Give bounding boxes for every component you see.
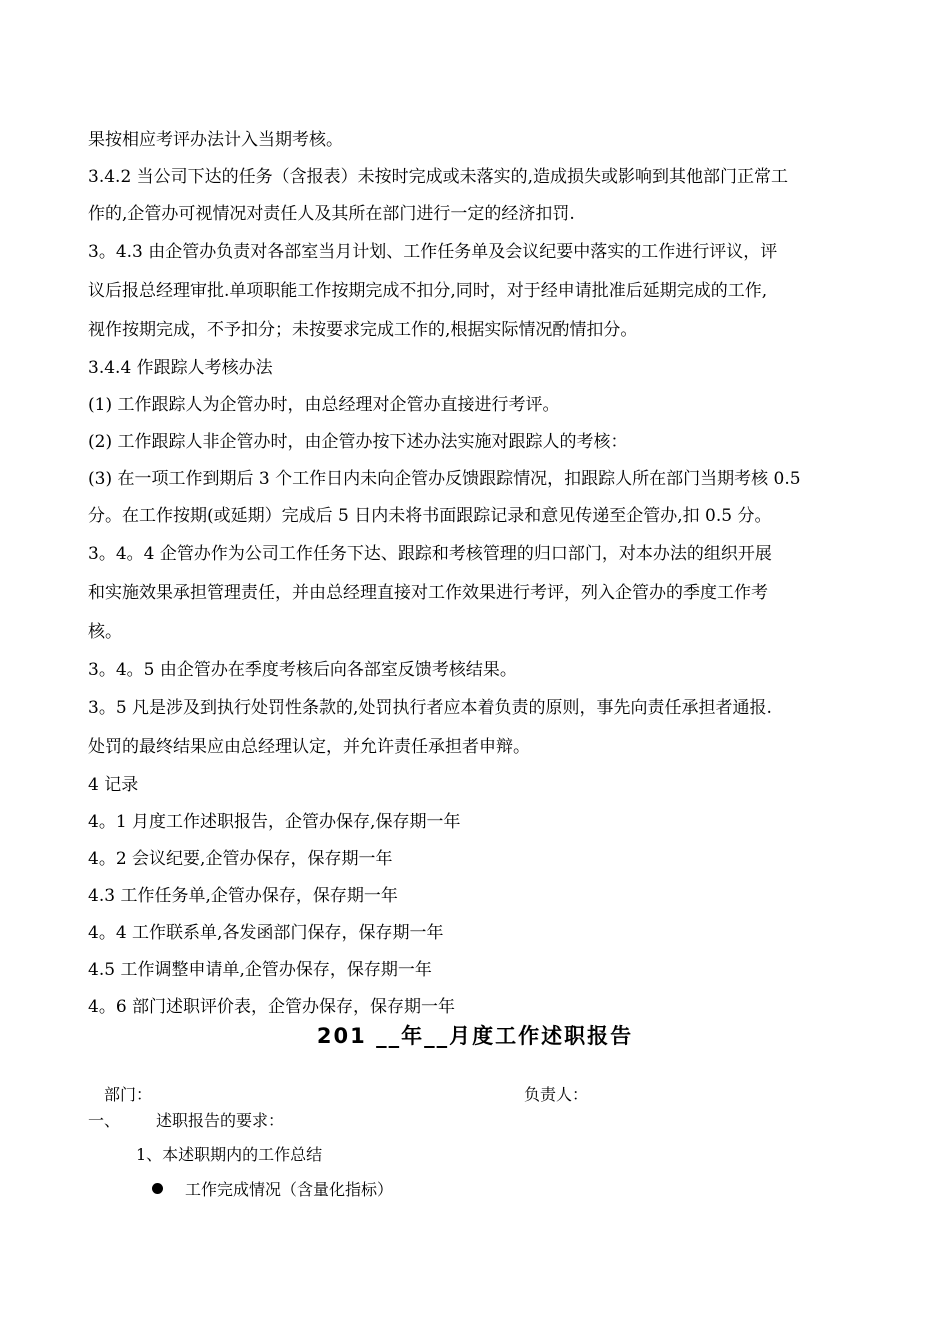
body-line: 3。4。4 企管办作为公司工作任务下达、跟踪和考核管理的归口部门，对本办法的组织开展 <box>88 544 772 564</box>
body-line: 果按相应考评办法计入当期考核。 <box>88 130 343 150</box>
body-line: 3。4.3 由企管办负责对各部室当月计划、工作任务单及会议纪要中落实的工作进行评议，评 <box>88 242 778 262</box>
department-label: 部门： <box>104 1085 153 1104</box>
bullet-item <box>152 1177 393 1200</box>
body-line: 核。 <box>88 622 122 642</box>
owner-label: 负责人： <box>524 1085 589 1104</box>
bullet-item-text: 工作完成情况（含量化指标） <box>185 1180 394 1199</box>
body-line: 议后报总经理审批.单项职能工作按期完成不扣分,同时，对于经申请批准后延期完成的工作, <box>88 281 768 301</box>
body-line: 4。1 月度工作述职报告，企管办保存,保存期一年 <box>88 812 461 832</box>
bullet-dot-icon <box>152 1183 163 1194</box>
body-line: 和实施效果承担管理责任，并由总经理直接对工作效果进行考评，列入企管办的季度工作考 <box>88 583 768 603</box>
body-line: 4。4 工作联系单,各发函部门保存，保存期一年 <box>88 923 444 943</box>
section-number: 一、 <box>88 1111 121 1130</box>
body-line: 3。4。5 由企管办在季度考核后向各部室反馈考核结果。 <box>88 660 517 680</box>
body-line: 处罚的最终结果应由总经理认定，并允许责任承担者申辩。 <box>88 737 530 757</box>
body-line: 3.4.4 作跟踪人考核办法 <box>88 358 273 378</box>
body-text <box>88 122 868 1026</box>
sub-item: 1、本述职期内的工作总结 <box>136 1145 323 1164</box>
body-line: 作的,企管办可视情况对责任人及其所在部门进行一定的经济扣罚. <box>88 204 575 224</box>
section-heading <box>88 1108 284 1131</box>
body-line: 分。在工作按期(或延期）完成后 5 日内未将书面跟踪记录和意见传递至企管办,扣 0.5 分。 <box>88 506 772 526</box>
body-line: 4。6 部门述职评价表，企管办保存，保存期一年 <box>88 997 456 1017</box>
body-line: 4.3 工作任务单,企管办保存，保存期一年 <box>88 886 398 906</box>
body-line: 4.5 工作调整申请单,企管办保存，保存期一年 <box>88 960 432 980</box>
body-line: (2) 工作跟踪人非企管办时，由企管办按下述办法实施对跟踪人的考核： <box>88 432 628 452</box>
section-title: 述职报告的要求： <box>156 1111 285 1130</box>
body-line: (1) 工作跟踪人为企管办时，由总经理对企管办直接进行考评。 <box>88 395 560 415</box>
body-line: 视作按期完成，不予扣分；未按要求完成工作的,根据实际情况酌情扣分。 <box>88 320 638 340</box>
body-line: 4。2 会议纪要,企管办保存，保存期一年 <box>88 849 393 869</box>
body-line: (3) 在一项工作到期后 3 个工作日内未向企管办反馈跟踪情况，扣跟踪人所在部门当期考核 0.5 <box>88 469 801 489</box>
report-title: 201 __年__月度工作述职报告 <box>316 1024 634 1048</box>
body-line: 3.4.2 当公司下达的任务（含报表）未按时完成或未落实的,造成损失或影响到其他部门正常工 <box>88 167 789 187</box>
body-line: 4 记录 <box>88 775 139 795</box>
body-line: 3。5 凡是涉及到执行处罚性条款的,处罚执行者应本着负责的原则，事先向责任承担者通报. <box>88 698 772 718</box>
